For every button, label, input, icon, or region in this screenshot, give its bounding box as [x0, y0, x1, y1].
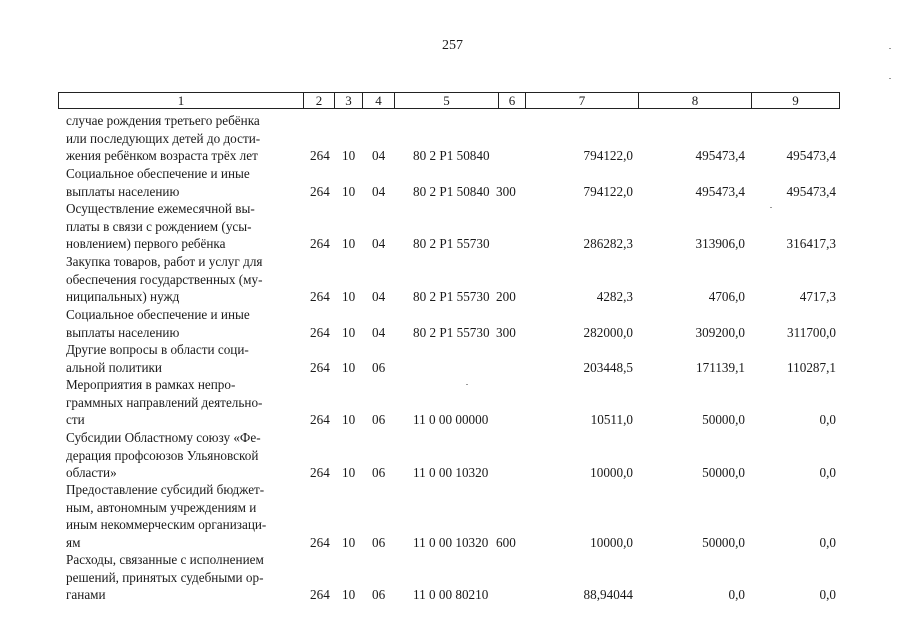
- row-description: [66, 551, 300, 604]
- cell-col-5: 80 2 P1 55730: [413, 324, 490, 340]
- row-description-line: дерация профсоюзов Ульяновской: [66, 447, 259, 463]
- cell-col-4: 04: [372, 148, 386, 163]
- row-description: [66, 376, 300, 429]
- cell-col-2: 264: [310, 289, 330, 304]
- cell-col-8: 50000,0: [702, 465, 745, 480]
- row-description: [66, 341, 300, 376]
- table-row: [0, 551, 905, 604]
- cell-col-9: 311700,0: [787, 324, 836, 340]
- scan-speck: [466, 384, 468, 385]
- cell-col-4: 06: [372, 412, 386, 427]
- cell-col-6: 200: [496, 289, 516, 304]
- row-description-line: области»: [66, 465, 117, 480]
- cell-col-9: 4717,3: [799, 289, 836, 304]
- header-col-7: 7: [526, 93, 639, 108]
- row-description-line: ным, автономным учреждениям и: [66, 499, 257, 515]
- cell-col-2: 264: [310, 183, 330, 199]
- cell-col-2: 264: [310, 465, 330, 480]
- row-description: [66, 200, 300, 253]
- row-description-line: ганами: [66, 587, 106, 602]
- cell-col-3: 10: [342, 534, 356, 550]
- cell-col-5: 11 0 00 10320: [413, 534, 489, 550]
- row-description: [66, 481, 300, 551]
- scan-speck: [889, 78, 891, 79]
- cell-col-2: 264: [310, 587, 330, 602]
- cell-col-4: 04: [372, 289, 386, 304]
- cell-col-9: 0,0: [819, 412, 836, 427]
- cell-col-7: 282000,0: [583, 324, 633, 340]
- row-description-line: платы в связи с рождением (усы-: [66, 218, 252, 234]
- row-description-line: сти: [66, 412, 85, 427]
- row-description-line: альной политики: [66, 359, 162, 375]
- cell-col-8: 50000,0: [702, 412, 745, 427]
- row-description-line: Предоставление субсидий бюджет-: [66, 482, 265, 497]
- cell-col-9: 0,0: [819, 587, 836, 602]
- row-description-line: жения ребёнком возраста трёх лет: [66, 148, 258, 163]
- row-description-line: ям: [66, 534, 81, 550]
- table-row: [0, 376, 905, 429]
- cell-col-7: 4282,3: [596, 289, 633, 304]
- cell-col-7: 88,94044: [583, 587, 633, 602]
- cell-col-3: 10: [342, 148, 356, 163]
- cell-col-4: 06: [372, 534, 386, 550]
- cell-col-3: 10: [342, 587, 356, 602]
- header-col-8: 8: [639, 93, 752, 108]
- cell-col-3: 10: [342, 324, 356, 340]
- cell-col-3: 10: [342, 183, 356, 199]
- cell-col-6: 600: [496, 534, 516, 550]
- header-col-9: 9: [792, 93, 799, 108]
- scan-speck: [889, 48, 891, 49]
- cell-col-7: 794122,0: [583, 183, 633, 199]
- row-description-line: выплаты населению: [66, 324, 180, 340]
- cell-col-5: 80 2 P1 55730: [413, 236, 490, 251]
- cell-col-4: 04: [372, 236, 386, 251]
- cell-col-8: 495473,4: [695, 148, 745, 163]
- row-description-line: ниципальных) нужд: [66, 289, 180, 304]
- cell-col-7: 286282,3: [583, 236, 633, 251]
- table-header-row: [58, 92, 840, 109]
- scan-speck: [770, 207, 772, 208]
- cell-col-9: 316417,3: [786, 236, 836, 251]
- cell-col-2: 264: [310, 236, 330, 251]
- cell-col-8: 313906,0: [695, 236, 745, 251]
- cell-col-5: 11 0 00 00000: [413, 412, 489, 427]
- header-col-3: 3: [335, 93, 363, 108]
- cell-col-9: 495473,4: [786, 183, 836, 199]
- table-row: [0, 481, 905, 551]
- cell-col-7: 10000,0: [590, 534, 633, 550]
- row-description-line: иным некоммерческим организаци-: [66, 517, 267, 532]
- row-description-line: выплаты населению: [66, 183, 180, 199]
- header-col-5: 5: [395, 93, 499, 108]
- row-description: [66, 253, 300, 306]
- row-description-line: Осуществление ежемесячной вы-: [66, 201, 255, 216]
- cell-col-3: 10: [342, 289, 356, 304]
- row-description-line: случае рождения третьего ребёнка: [66, 113, 260, 128]
- cell-col-3: 10: [342, 465, 356, 480]
- row-description: [66, 165, 300, 200]
- cell-col-5: 11 0 00 10320: [413, 465, 489, 480]
- cell-col-6: 300: [496, 324, 516, 340]
- cell-col-9: 495473,4: [786, 148, 836, 163]
- cell-col-4: 04: [372, 324, 386, 340]
- cell-col-3: 10: [342, 236, 356, 251]
- cell-col-4: 06: [372, 359, 386, 375]
- cell-col-4: 06: [372, 587, 386, 602]
- row-description-line: граммных направлений деятельно-: [66, 394, 263, 410]
- cell-col-9: 110287,1: [787, 359, 836, 375]
- header-col-4: 4: [363, 93, 395, 108]
- cell-col-8: 4706,0: [708, 289, 745, 304]
- cell-col-5: 80 2 P1 50840: [413, 148, 490, 163]
- table-row: [0, 341, 905, 376]
- cell-col-9: 0,0: [819, 465, 836, 480]
- cell-col-3: 10: [342, 412, 356, 427]
- cell-col-5: 11 0 00 80210: [413, 587, 489, 602]
- row-description: [66, 429, 300, 482]
- row-description: [66, 112, 300, 165]
- cell-col-6: 300: [496, 183, 516, 199]
- row-description-line: Другие вопросы в области соци-: [66, 342, 249, 357]
- cell-col-7: 10511,0: [590, 412, 633, 427]
- cell-col-4: 06: [372, 465, 386, 480]
- row-description-line: Мероприятия в рамках непро-: [66, 377, 236, 392]
- row-description-line: новлением) первого ребёнка: [66, 236, 226, 251]
- header-col-1: 1: [59, 93, 304, 108]
- cell-col-8: 495473,4: [695, 183, 745, 199]
- row-description: [66, 306, 300, 341]
- table-row: [0, 429, 905, 482]
- cell-col-9: 0,0: [819, 534, 836, 550]
- row-description-line: обеспечения государственных (му-: [66, 271, 263, 287]
- cell-col-2: 264: [310, 359, 330, 375]
- cell-col-2: 264: [310, 148, 330, 163]
- cell-col-8: 309200,0: [695, 324, 745, 340]
- cell-col-8: 0,0: [728, 587, 745, 602]
- header-col-6: 6: [499, 93, 526, 108]
- cell-col-7: 794122,0: [583, 148, 633, 163]
- cell-col-5: 80 2 P1 50840: [413, 183, 490, 199]
- table-row: [0, 165, 905, 200]
- cell-col-5: 80 2 P1 55730: [413, 289, 490, 304]
- cell-col-2: 264: [310, 534, 330, 550]
- row-description-line: решений, принятых судебными ор-: [66, 569, 264, 585]
- table-row: [0, 306, 905, 341]
- table-row: [0, 253, 905, 306]
- table-row: [0, 112, 905, 165]
- cell-col-2: 264: [310, 412, 330, 427]
- cell-col-7: 10000,0: [590, 465, 633, 480]
- cell-col-3: 10: [342, 359, 356, 375]
- cell-col-4: 04: [372, 183, 386, 199]
- cell-col-7: 203448,5: [583, 359, 633, 375]
- cell-col-8: 171139,1: [696, 359, 745, 375]
- row-description-line: Социальное обеспечение и иные: [66, 166, 250, 181]
- row-description-line: Социальное обеспечение и иные: [66, 307, 250, 322]
- page-number: 257: [442, 38, 463, 53]
- row-description-line: Закупка товаров, работ и услуг для: [66, 254, 263, 269]
- cell-col-8: 50000,0: [702, 534, 745, 550]
- row-description-line: Расходы, связанные с исполнением: [66, 552, 264, 567]
- row-description-line: Субсидии Областному союзу «Фе-: [66, 430, 261, 445]
- row-description-line: или последующих детей до дости-: [66, 130, 261, 146]
- header-col-2: 2: [304, 93, 335, 108]
- cell-col-2: 264: [310, 324, 330, 340]
